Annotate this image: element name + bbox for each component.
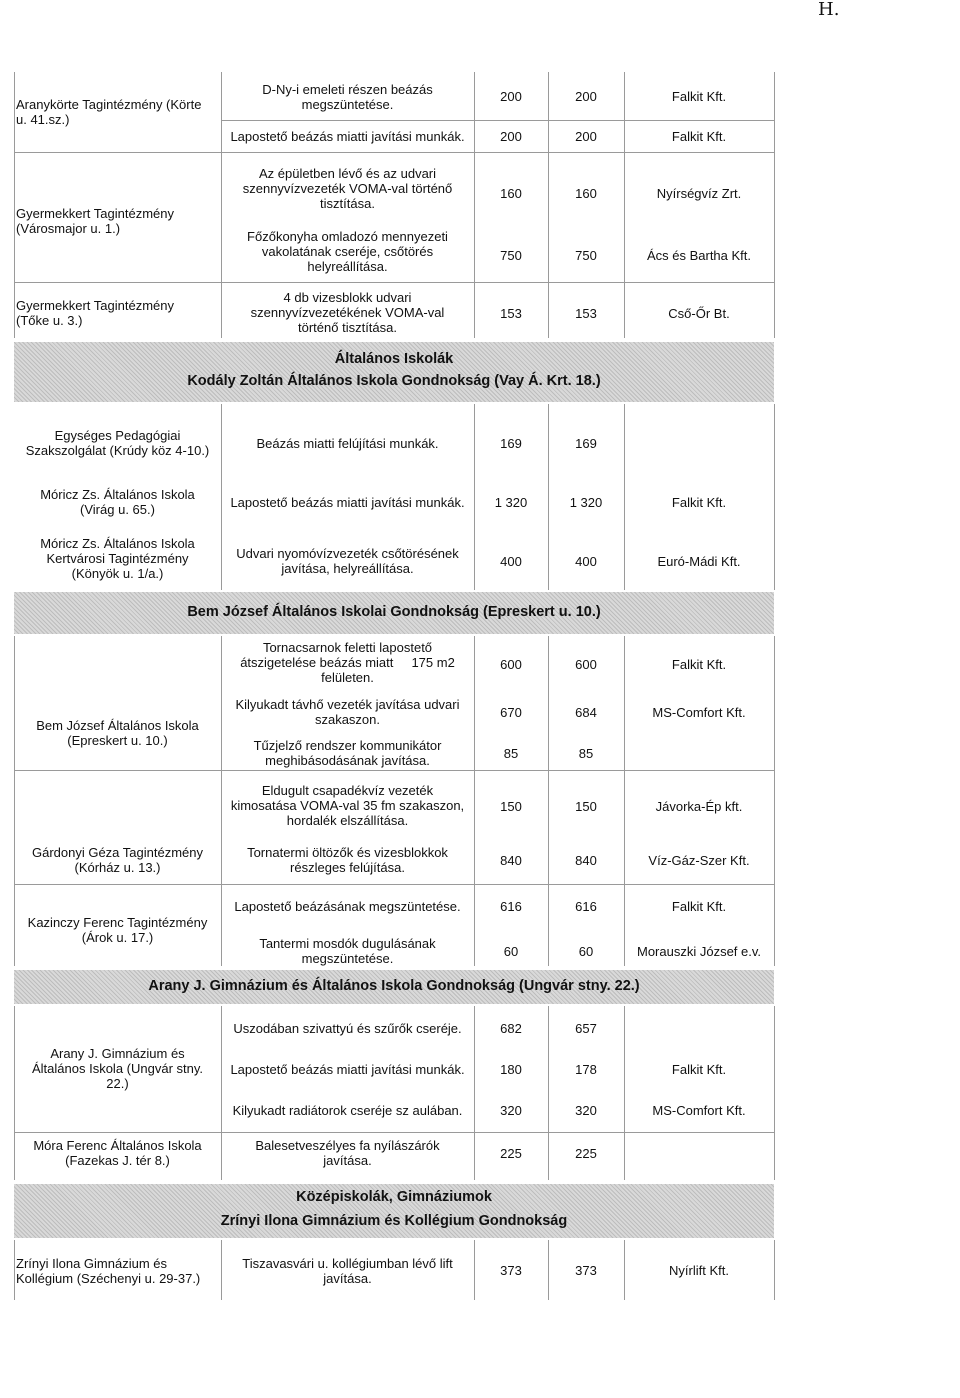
actual-cost: 1 320: [569, 495, 603, 510]
actual-cost: 657: [575, 1021, 597, 1036]
planned-cost: 153: [500, 306, 522, 321]
facility-toke: Gyermekkert Tagintézmény (Tőke u. 3.): [16, 298, 174, 328]
facility-gardonyi: Gárdonyi Géza Tagintézmény (Kórház u. 13.): [31, 845, 204, 875]
actual-cost: 160: [575, 186, 597, 201]
planned-cost: 200: [500, 89, 522, 104]
contractor: Nyírlift Kft.: [669, 1263, 729, 1278]
planned-cost: 169: [500, 436, 522, 451]
actual-cost: 400: [575, 554, 597, 569]
work-description: 4 db vizesblokk udvari szennyvízvezetékének VOMA-val történő tisztítása.: [250, 290, 445, 335]
actual-cost: 320: [575, 1103, 597, 1118]
section-title: Arany J. Gimnázium és Általános Iskola Gondnokság (Ungvár stny. 22.): [148, 978, 640, 994]
section-title: Általános Iskolák: [334, 351, 454, 367]
actual-cost: 169: [575, 436, 597, 451]
contractor: Falkit Kft.: [671, 657, 727, 672]
planned-cost: 200: [500, 129, 522, 144]
contractor: Falkit Kft.: [671, 899, 727, 914]
actual-cost: 178: [575, 1062, 597, 1077]
actual-cost: 200: [575, 89, 597, 104]
actual-cost: 85: [578, 746, 594, 761]
contractor: Morauszki József e.v.: [636, 944, 762, 959]
section-band-bem: [14, 592, 774, 634]
actual-cost: 150: [575, 799, 597, 814]
work-description: Eldugult csapadékvíz vezeték kimosatása VOMA-val 35 fm szakaszon, hordalék elszállítása.: [230, 783, 465, 828]
section-band-altalanos: [14, 342, 774, 402]
contractor: Falkit Kft.: [671, 129, 727, 144]
work-description: Tornatermi öltözők és vizesblokkok részleges felújítása.: [247, 845, 448, 875]
contractor: Falkit Kft.: [671, 89, 727, 104]
facility-arany: Arany J. Gimnázium és Általános Iskola (Ungvár stny. 22.): [32, 1046, 203, 1091]
planned-cost: 1 320: [494, 495, 528, 510]
work-description: Lapostető beázás miatti javítási munkák.: [230, 495, 465, 510]
work-description: Lapostető beázás miatti javítási munkák.: [230, 129, 465, 144]
actual-cost: 153: [575, 306, 597, 321]
actual-cost: 840: [575, 853, 597, 868]
contractor: Falkit Kft.: [671, 1062, 727, 1077]
actual-cost: 60: [578, 944, 594, 959]
work-description: D-Ny-i emeleti részen beázás megszüntetése.: [262, 82, 433, 112]
actual-cost: 600: [575, 657, 597, 672]
work-description: Tornacsarnok feletti lapostető átszigetelése beázás miatt 175 m2 felületen.: [240, 640, 455, 685]
contractor: Falkit Kft.: [671, 495, 727, 510]
actual-cost: 200: [575, 129, 597, 144]
planned-cost: 616: [500, 899, 522, 914]
work-description: Főzőkonyha omladozó mennyezeti vakolatának cseréje, csőtörés helyreállítása.: [247, 229, 448, 274]
work-description: Kilyukadt távhő vezeték javítása udvari szakaszon.: [235, 697, 460, 727]
work-description: Tantermi mosdók dugulásának megszüntetése.: [259, 936, 436, 966]
planned-cost: 750: [500, 248, 522, 263]
work-description: Udvari nyomóvízvezeték csőtörésének javítása, helyreállítása.: [236, 546, 459, 576]
actual-cost: 684: [575, 705, 597, 720]
contractor: MS-Comfort Kft.: [652, 705, 746, 720]
section-band-arany: [14, 970, 774, 1004]
planned-cost: 600: [500, 657, 522, 672]
planned-cost: 85: [503, 746, 519, 761]
work-description: Tűzjelző rendszer kommunikátor meghibásodásának javítása.: [253, 738, 442, 768]
work-description: Kilyukadt radiátorok cseréje sz aulában.: [232, 1103, 463, 1118]
section-subtitle: Zrínyi Ilona Gimnázium és Kollégium Gondnokság: [220, 1213, 568, 1229]
facility-name: Móricz Zs. Általános Iskola Kertvárosi Tagintézmény (Könyök u. 1/a.): [40, 536, 195, 581]
page-corner-mark: H.: [818, 0, 840, 20]
section-title: Középiskolák, Gimnáziumok: [296, 1189, 492, 1205]
planned-cost: 670: [500, 705, 522, 720]
facility-zrinyi: Zrínyi Ilona Gimnázium és Kollégium (Széchenyi u. 29-37.): [16, 1256, 201, 1286]
facility-name: Móricz Zs. Általános Iskola (Virág u. 65.): [40, 487, 195, 517]
contractor: Víz-Gáz-Szer Kft.: [648, 853, 750, 868]
planned-cost: 150: [500, 799, 522, 814]
contractor: Cső-Őr Bt.: [668, 306, 730, 321]
contractor: Jávorka-Ép kft.: [655, 799, 743, 814]
planned-cost: 682: [500, 1021, 522, 1036]
facility-name: Egységes Pedagógiai Szakszolgálat (Krúdy köz 4-10.): [25, 428, 210, 458]
work-description: Lapostető beázás miatti javítási munkák.: [230, 1062, 465, 1077]
work-description: Balesetveszélyes fa nyílászárók javítása.: [255, 1138, 440, 1168]
planned-cost: 840: [500, 853, 522, 868]
work-description: Uszodában szivattyú és szűrők cseréje.: [233, 1021, 462, 1036]
planned-cost: 60: [503, 944, 519, 959]
planned-cost: 373: [500, 1263, 522, 1278]
section-subtitle: Kodály Zoltán Általános Iskola Gondnokság (Vay Á. Krt. 18.): [187, 373, 601, 389]
work-description: Lapostető beázásának megszüntetése.: [234, 899, 461, 914]
facility-mora: Móra Ferenc Általános Iskola (Fazekas J. tér 8.): [33, 1138, 202, 1168]
contractor: MS-Comfort Kft.: [652, 1103, 746, 1118]
contractor: Ács és Bartha Kft.: [646, 248, 752, 263]
contractor: Euró-Mádi Kft.: [657, 554, 741, 569]
facility-bem: Bem József Általános Iskola (Epreskert u. 10.): [36, 718, 199, 748]
section-band-kozep: [14, 1184, 774, 1238]
contractor: Nyírségvíz Zrt.: [656, 186, 742, 201]
work-description: Tiszavasvári u. kollégiumban lévő lift javítása.: [242, 1256, 453, 1286]
actual-cost: 750: [575, 248, 597, 263]
actual-cost: 616: [575, 899, 597, 914]
facility-kazinczy: Kazinczy Ferenc Tagintézmény (Árok u. 17.): [27, 915, 208, 945]
actual-cost: 225: [575, 1146, 597, 1161]
section-title: Bem József Általános Iskolai Gondnokság (Epreskert u. 10.): [187, 604, 601, 620]
planned-cost: 400: [500, 554, 522, 569]
actual-cost: 373: [575, 1263, 597, 1278]
facility-varosmajor: Gyermekkert Tagintézmény (Városmajor u. 1.): [16, 206, 174, 236]
facility-aranykorte: Aranykörte Tagintézmény (Körte u. 41.sz.): [16, 97, 202, 127]
planned-cost: 320: [500, 1103, 522, 1118]
work-description: Beázás miatti felújítási munkák.: [256, 436, 439, 451]
planned-cost: 180: [500, 1062, 522, 1077]
planned-cost: 225: [500, 1146, 522, 1161]
planned-cost: 160: [500, 186, 522, 201]
work-description: Az épületben lévő és az udvari szennyvízvezeték VOMA-val történő tisztítása.: [242, 166, 453, 211]
